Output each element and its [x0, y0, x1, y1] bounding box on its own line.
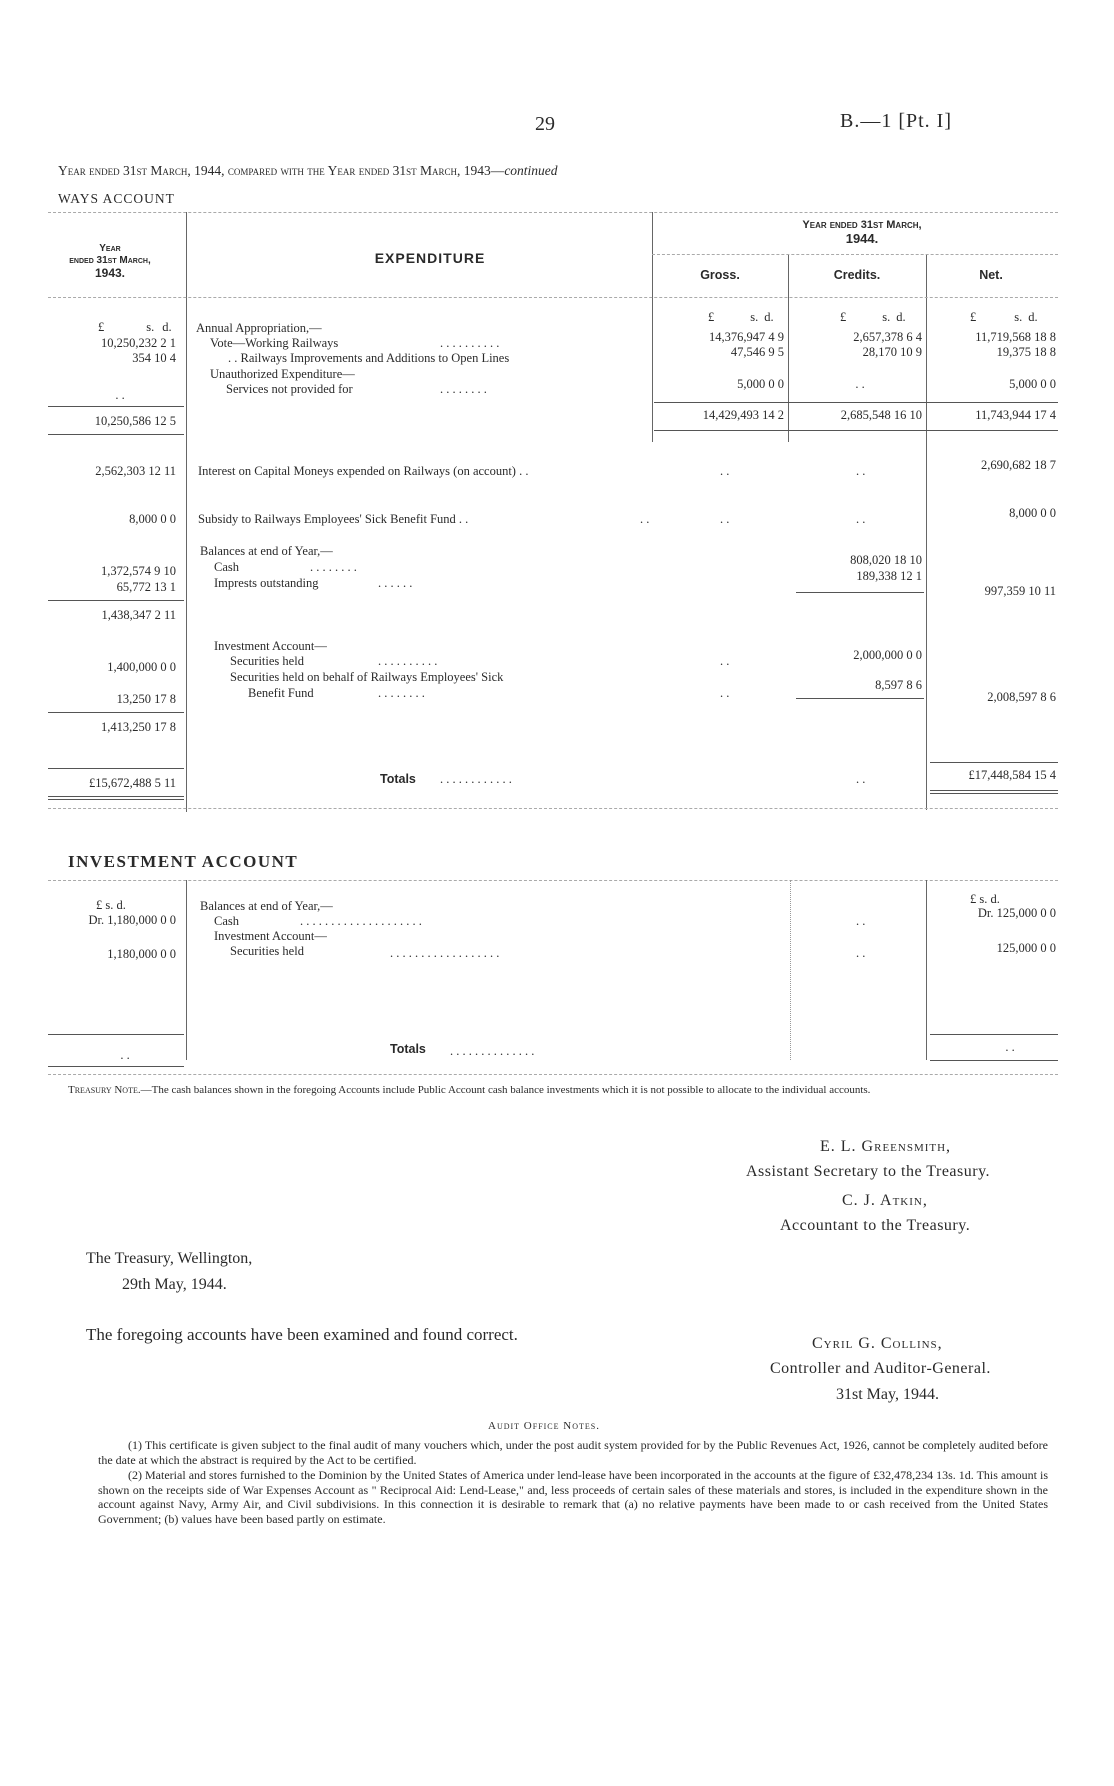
- unit-credits-l: £: [840, 310, 847, 324]
- credits-balances-rule: [796, 592, 924, 593]
- prev-improve: 354 10 4: [132, 351, 176, 365]
- sick-benefit-dots: . . . . . . . .: [378, 686, 425, 700]
- sick-benefit-dots-gross: . .: [720, 686, 730, 700]
- net-investment: 2,008,597 8 6: [987, 690, 1056, 704]
- unit-net-s: s.: [1014, 310, 1023, 324]
- year-subtotal-underline: [654, 430, 1058, 431]
- investment-securities-net: 125,000 0 0: [996, 941, 1056, 955]
- services-label: Services not provided for: [226, 382, 353, 396]
- year-subtotal-rule: [654, 402, 1058, 403]
- audit-notes-heading: Audit Office Notes.: [488, 1420, 600, 1432]
- unit-net: [970, 310, 1038, 325]
- investment-unit-prev: £ s. d.: [96, 898, 126, 912]
- cash-dots: . . . . . . . .: [310, 560, 357, 574]
- prev-balances-rule: [48, 600, 184, 601]
- investment-totals-prev: . .: [120, 1048, 130, 1062]
- audit-note-1: (1) This certificate is given subject to the final audit of many vouchers which, under the post audit system provided for by the Public Revenues Act, 1926, cannot be completely audited before the date at which the abstract is required by the Act to be certified.: [98, 1438, 1048, 1467]
- investment-bottom-rule: [48, 1074, 1058, 1075]
- subtitle-continued: continued: [504, 163, 558, 178]
- sick-benefit-label: Securities held on behalf of Railways Employees' Sick: [230, 670, 504, 684]
- net-totals: £17,448,584 15 4: [968, 768, 1056, 782]
- totals-label: Totals: [380, 772, 416, 786]
- treasury-note-text: —The cash balances shown in the foregoing Accounts include Public Account cash balance investments which it is not possible to allocate to the individual accounts.: [140, 1084, 871, 1096]
- investment-securities-label: Securities held: [230, 944, 304, 958]
- investment-unit-net: £ s. d.: [970, 892, 1000, 906]
- col-header-net: Net.: [979, 268, 1003, 282]
- balances-heading: Balances at end of Year,—: [200, 544, 333, 558]
- credits-sick-benefit: 8,597 8 6: [875, 678, 922, 692]
- investment-prev-totals-rule: [48, 1034, 184, 1035]
- unit-prev-d: d.: [162, 320, 172, 334]
- prev-totals-underline2: [48, 799, 184, 800]
- unit-net-l: £: [970, 310, 977, 324]
- net-totals-underline2: [930, 793, 1058, 794]
- investment-securities-dots2: . .: [856, 946, 866, 960]
- unit-gross: [708, 310, 774, 325]
- annual-appropriation-heading: Annual Appropriation,—: [196, 321, 322, 335]
- credits-services: . .: [855, 377, 865, 391]
- investment-top-rule: [48, 880, 1058, 881]
- credits-imprests: 189,338 12 1: [856, 569, 922, 583]
- securities-dots-gross: . .: [720, 654, 730, 668]
- credits-investment-rule: [796, 698, 924, 699]
- net-improve: 19,375 18 8: [996, 345, 1056, 359]
- prev-working: 10,250,232 2 1: [101, 336, 176, 350]
- year-group-rule: [652, 254, 1058, 255]
- prev-sick-benefit: 13,250 17 8: [116, 692, 176, 706]
- prev-services: . .: [115, 388, 125, 402]
- unauthorized-label: Unauthorized Expenditure—: [210, 367, 355, 381]
- prev-investment-total: 1,413,250 17 8: [101, 720, 176, 734]
- sick-benefit-label2: Benefit Fund: [248, 686, 314, 700]
- imprests-dots: . . . . . .: [378, 576, 413, 590]
- document-reference: B.—1 [Pt. I]: [840, 110, 952, 132]
- col-divider-gross-left: [652, 212, 653, 442]
- securities-dots: . . . . . . . . . .: [378, 654, 438, 668]
- investment-col-divider-credits: [790, 880, 791, 1060]
- prev-cash: 1,372,574 9 10: [101, 564, 176, 578]
- vote-improvements-label: . . Railways Improvements and Additions to Open Lines: [228, 351, 510, 365]
- certification-statement: The foregoing accounts have been examined and found correct.: [86, 1325, 518, 1344]
- unit-gross-l: £: [708, 310, 715, 324]
- investment-net-underline: [930, 1060, 1058, 1061]
- page-number: 29: [535, 113, 555, 135]
- investment-account-heading: Investment Account—: [214, 929, 327, 943]
- investment-totals-label: Totals: [390, 1042, 426, 1056]
- table-top-rule: [48, 212, 1058, 213]
- investment-balances-heading: Balances at end of Year,—: [200, 899, 333, 913]
- unit-net-d: d.: [1028, 310, 1038, 324]
- prev-totals-rule: [48, 768, 184, 769]
- col-divider-gross-right: [788, 255, 789, 442]
- subtitle-main: Year ended 31st March, 1944, compared with the Year ended 31st March, 1943—: [58, 163, 505, 178]
- signature-collins: Cyril G. Collins,: [812, 1335, 943, 1352]
- net-services: 5,000 0 0: [1009, 377, 1056, 391]
- vote-working-dots: . . . . . . . . . .: [440, 336, 500, 350]
- prev-subsidy: 8,000 0 0: [129, 512, 176, 526]
- net-subtotal: 11,743,944 17 4: [975, 408, 1056, 422]
- imprests-label: Imprests outstanding: [214, 576, 319, 590]
- services-dots: . . . . . . . .: [440, 382, 487, 396]
- interest-dots-credits: . .: [856, 464, 866, 478]
- cash-label: Cash: [214, 560, 239, 574]
- totals-dots: . . . . . . . . . . . .: [440, 772, 512, 786]
- audit-date: 31st May, 1944.: [836, 1386, 939, 1403]
- unit-gross-d: d.: [764, 310, 774, 324]
- prev-totals-underline1: [48, 796, 184, 797]
- signature-atkin: C. J. Atkin,: [842, 1192, 928, 1209]
- col-header-year-1944: [752, 218, 972, 246]
- net-totals-underline1: [930, 790, 1058, 791]
- gross-improve: 47,546 9 5: [730, 345, 784, 359]
- net-totals-rule: [930, 762, 1058, 763]
- investment-heading: Investment Account—: [214, 639, 327, 653]
- col-header-prev-line2: ended 31st March,: [69, 255, 151, 266]
- net-balances: 997,359 10 11: [984, 584, 1056, 598]
- ways-table-bottom-rule: [48, 808, 1058, 809]
- interest-label: Interest on Capital Moneys expended on Railways (on account) . .: [198, 464, 529, 478]
- unit-credits-s: s.: [882, 310, 891, 324]
- col-header-prev-line1: Year: [99, 243, 121, 254]
- unit-credits-d: d.: [896, 310, 906, 324]
- treasury-note-label: Treasury Note.: [68, 1084, 141, 1096]
- investment-cash-label: Cash: [214, 914, 239, 928]
- net-subsidy: 8,000 0 0: [1009, 506, 1056, 520]
- subsidy-dots-credits: . .: [856, 512, 866, 526]
- prev-subtotal-underline: [48, 434, 184, 435]
- credits-improve: 28,170 10 9: [862, 345, 922, 359]
- investment-cash-dots2: . .: [856, 914, 866, 928]
- audit-note-2: (2) Material and stores furnished to the Dominion by the United States of America under lend-lease have been incorporated in the accounts at the figure of £32,478,234 13s. 1d. This amount is shown on the receipts side of War Expenses Account as " Reciprocal Aid: Lend-Lease," and, less proceeds of certain sales of these materials and stores, is included in the expenditure shown in the account against Navy, Army Air, and Civil subdivisions. In this connection it is desirable to remark that (a) no relative payments have been made to or cash received from the United States Government; (b) values have been based partly on estimate.: [98, 1468, 1048, 1526]
- unit-prev: [98, 320, 172, 335]
- credits-working: 2,657,378 6 4: [853, 330, 922, 344]
- investment-net-totals-rule: [930, 1034, 1058, 1035]
- investment-cash-prev: Dr. 1,180,000 0 0: [88, 913, 176, 927]
- signature-greensmith: E. L. Greensmith,: [820, 1138, 952, 1155]
- prev-interest: 2,562,303 12 11: [95, 464, 176, 478]
- subsidy-label: Subsidy to Railways Employees' Sick Benefit Fund . .: [198, 512, 469, 526]
- section-title-investment: INVESTMENT ACCOUNT: [68, 852, 299, 871]
- investment-securities-prev: 1,180,000 0 0: [107, 947, 176, 961]
- prev-imprests: 65,772 13 1: [116, 580, 176, 594]
- col-divider-credits-right: [926, 255, 927, 810]
- securities-label: Securities held: [230, 654, 304, 668]
- credits-securities: 2,000,000 0 0: [853, 648, 922, 662]
- col-header-credits: Credits.: [833, 268, 881, 282]
- header-bottom-rule: [48, 297, 1058, 298]
- unit-prev-s: s.: [146, 320, 155, 334]
- unit-prev-l: £: [98, 320, 105, 334]
- title-accountant: Accountant to the Treasury.: [780, 1217, 971, 1234]
- investment-prev-underline: [48, 1066, 184, 1067]
- subsidy-dots-gross: . .: [720, 512, 730, 526]
- investment-col-divider-net: [926, 880, 927, 1060]
- prev-investment-rule: [48, 712, 184, 713]
- treasury-date: 29th May, 1944.: [122, 1276, 227, 1293]
- vote-working-label: Vote—Working Railways: [210, 336, 339, 350]
- gross-subtotal: 14,429,493 14 2: [702, 408, 784, 422]
- credits-cash: 808,020 18 10: [850, 553, 922, 567]
- treasury-note: [68, 1084, 1058, 1097]
- prev-subtotal-rule: [48, 406, 184, 407]
- investment-col-divider-prev: [186, 880, 187, 1060]
- treasury-place: The Treasury, Wellington,: [86, 1250, 253, 1267]
- unit-credits: [840, 310, 906, 325]
- net-working: 11,719,568 18 8: [975, 330, 1056, 344]
- prev-balances-total: 1,438,347 2 11: [101, 608, 176, 622]
- prev-subtotal: 10,250,586 12 5: [94, 414, 176, 428]
- page-subtitle: [58, 163, 558, 179]
- prev-totals: £15,672,488 5 11: [88, 776, 176, 790]
- gross-working: 14,376,947 4 9: [709, 330, 784, 344]
- col-header-expenditure: EXPENDITURE: [374, 250, 486, 266]
- investment-cash-net: Dr. 125,000 0 0: [977, 906, 1056, 920]
- title-controller: Controller and Auditor-General.: [770, 1360, 991, 1377]
- prev-securities: 1,400,000 0 0: [107, 660, 176, 674]
- interest-dots-gross: . .: [720, 464, 730, 478]
- col-header-year-line2: 1944.: [845, 231, 879, 246]
- investment-cash-dots: . . . . . . . . . . . . . . . . . . . .: [300, 914, 422, 928]
- credits-subtotal: 2,685,548 16 10: [840, 408, 922, 422]
- col-header-prev-line3: 1943.: [94, 266, 126, 280]
- totals-dots-credits: . .: [856, 772, 866, 786]
- title-assistant-secretary: Assistant Secretary to the Treasury.: [746, 1163, 991, 1180]
- section-title-ways: WAYS ACCOUNT: [58, 191, 175, 206]
- investment-totals-dots: . . . . . . . . . . . . . .: [450, 1044, 535, 1058]
- col-header-prev-year: [40, 243, 180, 279]
- subsidy-dots: . .: [640, 512, 650, 526]
- unit-gross-s: s.: [750, 310, 759, 324]
- net-interest: 2,690,682 18 7: [981, 458, 1056, 472]
- col-divider-prev: [186, 212, 187, 812]
- col-header-gross: Gross.: [700, 268, 740, 282]
- investment-securities-dots: . . . . . . . . . . . . . . . . . .: [390, 946, 500, 960]
- investment-totals-net: . .: [1005, 1040, 1015, 1054]
- col-header-year-line1: Year ended 31st March,: [802, 219, 922, 231]
- gross-services: 5,000 0 0: [737, 377, 784, 391]
